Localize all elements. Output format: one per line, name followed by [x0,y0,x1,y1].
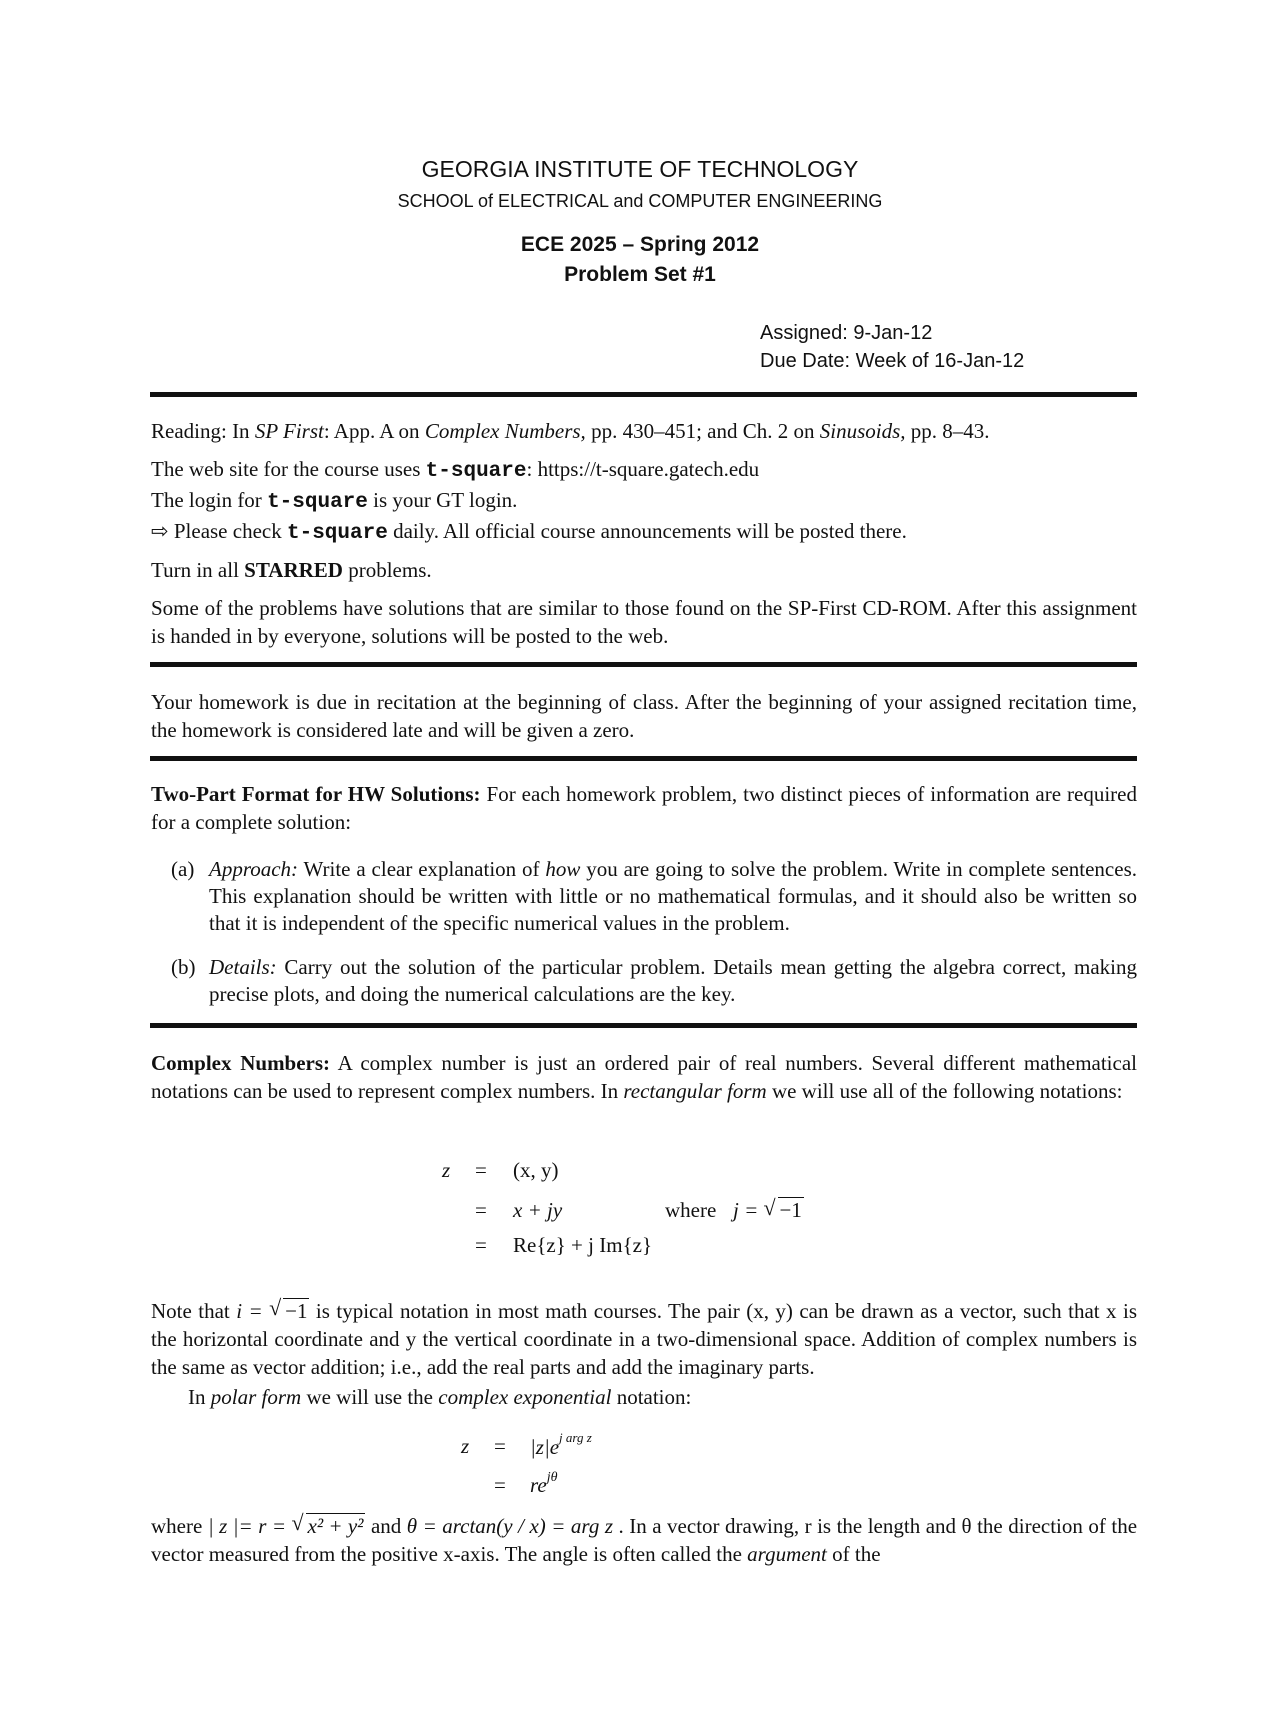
list-item-details: (b) Details: Carry out the solution of the particular problem. Details mean getting the algebra correct, making precise plots, and doing the numerical calculations are the key. [171,955,1137,1006]
note-paragraph: Note that i = √ −1 is typical notation in most math courses. The pair (x, y) can be drawn as a vector, such that x is the horizontal coordinate and y the vertical coordinate in a two-dimensional space. Addition of complex numbers is the same as vector addition; i.e., add the real parts and add the imaginary parts. [151,1295,1138,1379]
two-part-intro: Two-Part Format for HW Solutions: For each homework problem, two distinct pieces of information are required for a complete solution: [151,782,1138,834]
eq-z: z [442,1158,451,1182]
peq-equals-1: = [494,1434,506,1458]
eq-rect-3: Re{z} + j Im{z} [513,1233,653,1257]
peq-z: z [461,1434,470,1458]
eq-equals-2: = [475,1198,487,1222]
eq-rect-2: x + jy [513,1198,563,1222]
eq-equals-3: = [475,1233,487,1257]
school-title: SCHOOL of ELECTRICAL and COMPUTER ENGINEERING [397,191,883,211]
eq-rect-1: (x, y) [513,1158,559,1182]
solutions-note: Some of the problems have solutions that are similar to those found on the SP-First CD-ROM. After this assignment is handed in by everyone, solutions will be posted to the web. [151,596,1137,648]
peq-equals-2: = [494,1473,506,1497]
where-paragraph: where | z |= r = √ x² + y² and θ = arctan(y / x) = arg z . In a vector drawing, r is the length and θ the direction of the vector measured from the positive x-axis. The angle is often called the argument of the [151,1510,1138,1566]
institution-title: GEORGIA INSTITUTE OF TECHNOLOGY [421,156,859,182]
turn-in-line: Turn in all STARRED problems. [151,558,432,582]
website-info: The web site for the course uses t-square: https://t-square.gatech.edu The login for t-square is your GT login. ⇨ Please check t-square daily. All official course announcements will be posted there. [151,457,907,545]
polar-intro: In polar form we will use the complex exponential notation: [188,1385,692,1409]
divider-2 [150,662,1137,667]
due-note: Your homework is due in recitation at the beginning of class. After the beginning of your assigned recitation time, the homework is considered late and will be given a zero. [151,690,1137,742]
course-title: ECE 2025 – Spring 2012 [520,233,760,256]
divider-1 [150,392,1137,397]
peq-polar-2: $re^{j\theta}$ [530,1470,558,1497]
eq-equals-1: = [475,1158,487,1182]
peq-polar-1: $|z|e^{j arg z}$ [530,1430,592,1459]
divider-4 [150,1023,1137,1028]
complex-intro: Complex Numbers: A complex number is just an ordered pair of real numbers. Several different mathematical notations can be used to represent complex numbers. In rectangular form we will use all of the following notations: [151,1051,1137,1103]
divider-3 [150,756,1137,761]
problem-set-title: Problem Set #1 [564,263,716,286]
eq-where: where [665,1198,717,1222]
eq-j-def: j = √ −1 [733,1195,802,1222]
list-item-approach: (a) Approach: Write a clear explanation of how you are going to solve the problem. Write in complete sentences. This explanation should be written with little or no mathematical formulas, and it should also be written so that it is independent of the specific numerical values in the problem. [171,857,1137,935]
due-date: Due Date: Week of 16-Jan-12 [760,350,1025,372]
reading-line: Reading: In SP First: App. A on Complex Numbers, pp. 430–451; and Ch. 2 on Sinusoids, pp. 8–43. [151,419,990,443]
arrow-icon: ⇨ [151,519,169,543]
assigned-date: Assigned: 9-Jan-12 [760,322,933,344]
